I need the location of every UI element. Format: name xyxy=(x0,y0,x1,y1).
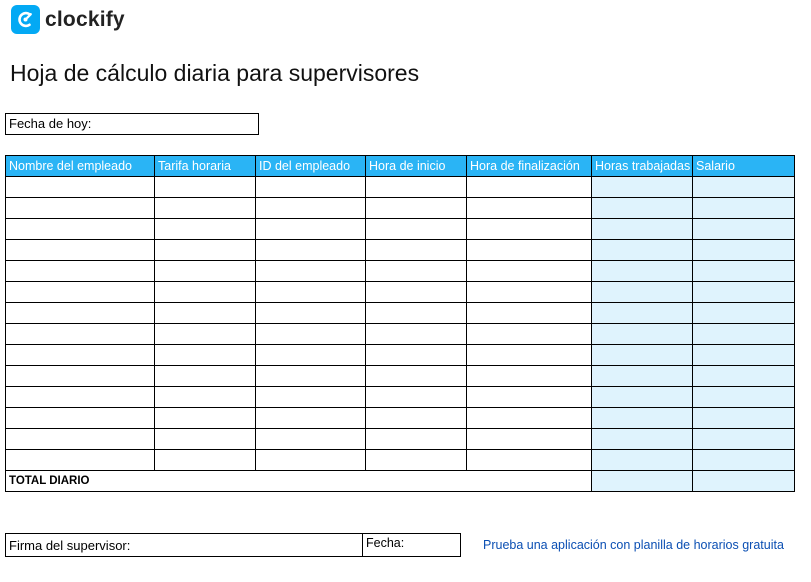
end-time-cell[interactable] xyxy=(467,198,592,219)
hourly-rate-cell[interactable] xyxy=(155,450,256,471)
hourly-rate-cell[interactable] xyxy=(155,303,256,324)
employee-id-cell[interactable] xyxy=(256,219,366,240)
table-row xyxy=(6,198,795,219)
todays-date-field[interactable] xyxy=(5,113,259,135)
end-time-cell[interactable] xyxy=(467,282,592,303)
start-time-cell[interactable] xyxy=(366,198,467,219)
hours-worked-cell[interactable] xyxy=(592,198,693,219)
employee-name-cell[interactable] xyxy=(6,282,155,303)
employee-name-cell[interactable] xyxy=(6,345,155,366)
hours-worked-cell[interactable] xyxy=(592,177,693,198)
table-row xyxy=(6,240,795,261)
end-time-cell[interactable] xyxy=(467,219,592,240)
table-row xyxy=(6,366,795,387)
employee-id-cell[interactable] xyxy=(256,387,366,408)
employee-name-cell[interactable] xyxy=(6,429,155,450)
timesheet-table xyxy=(5,155,795,492)
start-time-cell[interactable] xyxy=(366,345,467,366)
salary-cell[interactable] xyxy=(693,303,795,324)
column-header: ID del empleado xyxy=(256,156,366,177)
hours-worked-cell[interactable] xyxy=(592,303,693,324)
end-time-cell[interactable] xyxy=(467,261,592,282)
brand-logo[interactable] xyxy=(11,5,125,34)
employee-name-cell[interactable] xyxy=(6,177,155,198)
end-time-cell[interactable] xyxy=(467,450,592,471)
salary-cell[interactable] xyxy=(693,219,795,240)
end-time-cell[interactable] xyxy=(467,366,592,387)
employee-id-cell[interactable] xyxy=(256,303,366,324)
salary-cell[interactable] xyxy=(693,261,795,282)
start-time-cell[interactable] xyxy=(366,408,467,429)
employee-name-cell[interactable] xyxy=(6,324,155,345)
table-row xyxy=(6,408,795,429)
table-row xyxy=(6,261,795,282)
supervisor-signature-field[interactable] xyxy=(6,534,363,557)
brand-name: clockify xyxy=(45,7,125,31)
start-time-cell[interactable] xyxy=(366,261,467,282)
start-time-cell[interactable] xyxy=(366,387,467,408)
employee-id-cell[interactable] xyxy=(256,429,366,450)
start-time-cell[interactable] xyxy=(366,429,467,450)
employee-name-cell[interactable] xyxy=(6,240,155,261)
employee-id-cell[interactable] xyxy=(256,282,366,303)
total-salary-cell[interactable] xyxy=(693,471,795,492)
salary-cell[interactable] xyxy=(693,366,795,387)
hourly-rate-cell[interactable] xyxy=(155,366,256,387)
salary-cell[interactable] xyxy=(693,345,795,366)
hourly-rate-cell[interactable] xyxy=(155,198,256,219)
hours-worked-cell[interactable] xyxy=(592,261,693,282)
salary-cell[interactable] xyxy=(693,450,795,471)
salary-cell[interactable] xyxy=(693,282,795,303)
signature-section xyxy=(5,533,461,557)
hours-worked-cell[interactable] xyxy=(592,282,693,303)
start-time-cell[interactable] xyxy=(366,177,467,198)
hourly-rate-cell[interactable] xyxy=(155,408,256,429)
employee-name-cell[interactable] xyxy=(6,366,155,387)
column-header: Horas trabajadas xyxy=(592,156,693,177)
table-row xyxy=(6,303,795,324)
hourly-rate-cell[interactable] xyxy=(155,261,256,282)
table-row xyxy=(6,450,795,471)
start-time-cell[interactable] xyxy=(366,366,467,387)
table-header-row xyxy=(6,156,795,177)
end-time-cell[interactable] xyxy=(467,324,592,345)
employee-id-cell[interactable] xyxy=(256,408,366,429)
employee-id-cell[interactable] xyxy=(256,324,366,345)
column-header: Salario xyxy=(693,156,795,177)
end-time-cell[interactable] xyxy=(467,345,592,366)
hourly-rate-cell[interactable] xyxy=(155,429,256,450)
free-timesheet-app-link[interactable]: Prueba una aplicación con planilla de horarios gratuita xyxy=(483,538,784,552)
employee-name-cell[interactable] xyxy=(6,303,155,324)
supervisor-signature-label: Firma del supervisor: xyxy=(9,537,131,553)
signature-date-label: Fecha: xyxy=(366,536,405,550)
hourly-rate-cell[interactable] xyxy=(155,219,256,240)
start-time-cell[interactable] xyxy=(366,324,467,345)
employee-name-cell[interactable] xyxy=(6,198,155,219)
column-header: Nombre del empleado xyxy=(6,156,155,177)
table-row xyxy=(6,387,795,408)
hours-worked-cell[interactable] xyxy=(592,345,693,366)
hours-worked-cell[interactable] xyxy=(592,387,693,408)
hourly-rate-cell[interactable] xyxy=(155,345,256,366)
todays-date-label: Fecha de hoy: xyxy=(9,116,92,131)
page-title: Hoja de cálculo diaria para supervisores xyxy=(10,60,420,86)
table-row xyxy=(6,177,795,198)
start-time-cell[interactable] xyxy=(366,282,467,303)
column-header: Tarifa horaria xyxy=(155,156,256,177)
table-row xyxy=(6,324,795,345)
employee-id-cell[interactable] xyxy=(256,198,366,219)
employee-id-cell[interactable] xyxy=(256,240,366,261)
signature-date-field[interactable] xyxy=(363,534,461,557)
salary-cell[interactable] xyxy=(693,240,795,261)
salary-cell[interactable] xyxy=(693,324,795,345)
employee-id-cell[interactable] xyxy=(256,177,366,198)
hourly-rate-cell[interactable] xyxy=(155,177,256,198)
clockify-logo-icon xyxy=(11,5,40,34)
start-time-cell[interactable] xyxy=(366,450,467,471)
hourly-rate-cell[interactable] xyxy=(155,240,256,261)
hours-worked-cell[interactable] xyxy=(592,240,693,261)
start-time-cell[interactable] xyxy=(366,303,467,324)
employee-name-cell[interactable] xyxy=(6,387,155,408)
end-time-cell[interactable] xyxy=(467,177,592,198)
hours-worked-cell[interactable] xyxy=(592,219,693,240)
employee-id-cell[interactable] xyxy=(256,261,366,282)
hourly-rate-cell[interactable] xyxy=(155,324,256,345)
hourly-rate-cell[interactable] xyxy=(155,282,256,303)
end-time-cell[interactable] xyxy=(467,387,592,408)
hourly-rate-cell[interactable] xyxy=(155,387,256,408)
employee-id-cell[interactable] xyxy=(256,450,366,471)
table-row xyxy=(6,345,795,366)
total-label: TOTAL DIARIO xyxy=(6,471,592,492)
employee-id-cell[interactable] xyxy=(256,366,366,387)
table-row xyxy=(6,429,795,450)
table-row xyxy=(6,219,795,240)
end-time-cell[interactable] xyxy=(467,408,592,429)
employee-name-cell[interactable] xyxy=(6,261,155,282)
end-time-cell[interactable] xyxy=(467,429,592,450)
total-row xyxy=(6,471,795,492)
column-header: Hora de finalización xyxy=(467,156,592,177)
table-row xyxy=(6,282,795,303)
hours-worked-cell[interactable] xyxy=(592,408,693,429)
hours-worked-cell[interactable] xyxy=(592,324,693,345)
salary-cell[interactable] xyxy=(693,387,795,408)
start-time-cell[interactable] xyxy=(366,240,467,261)
employee-id-cell[interactable] xyxy=(256,345,366,366)
end-time-cell[interactable] xyxy=(467,303,592,324)
salary-cell[interactable] xyxy=(693,177,795,198)
employee-name-cell[interactable] xyxy=(6,450,155,471)
start-time-cell[interactable] xyxy=(366,219,467,240)
salary-cell[interactable] xyxy=(693,408,795,429)
hours-worked-cell[interactable] xyxy=(592,429,693,450)
total-hours-cell[interactable] xyxy=(592,471,693,492)
employee-name-cell[interactable] xyxy=(6,219,155,240)
salary-cell[interactable] xyxy=(693,429,795,450)
column-header: Hora de inicio xyxy=(366,156,467,177)
end-time-cell[interactable] xyxy=(467,240,592,261)
hours-worked-cell[interactable] xyxy=(592,366,693,387)
hours-worked-cell[interactable] xyxy=(592,450,693,471)
salary-cell[interactable] xyxy=(693,198,795,219)
employee-name-cell[interactable] xyxy=(6,408,155,429)
